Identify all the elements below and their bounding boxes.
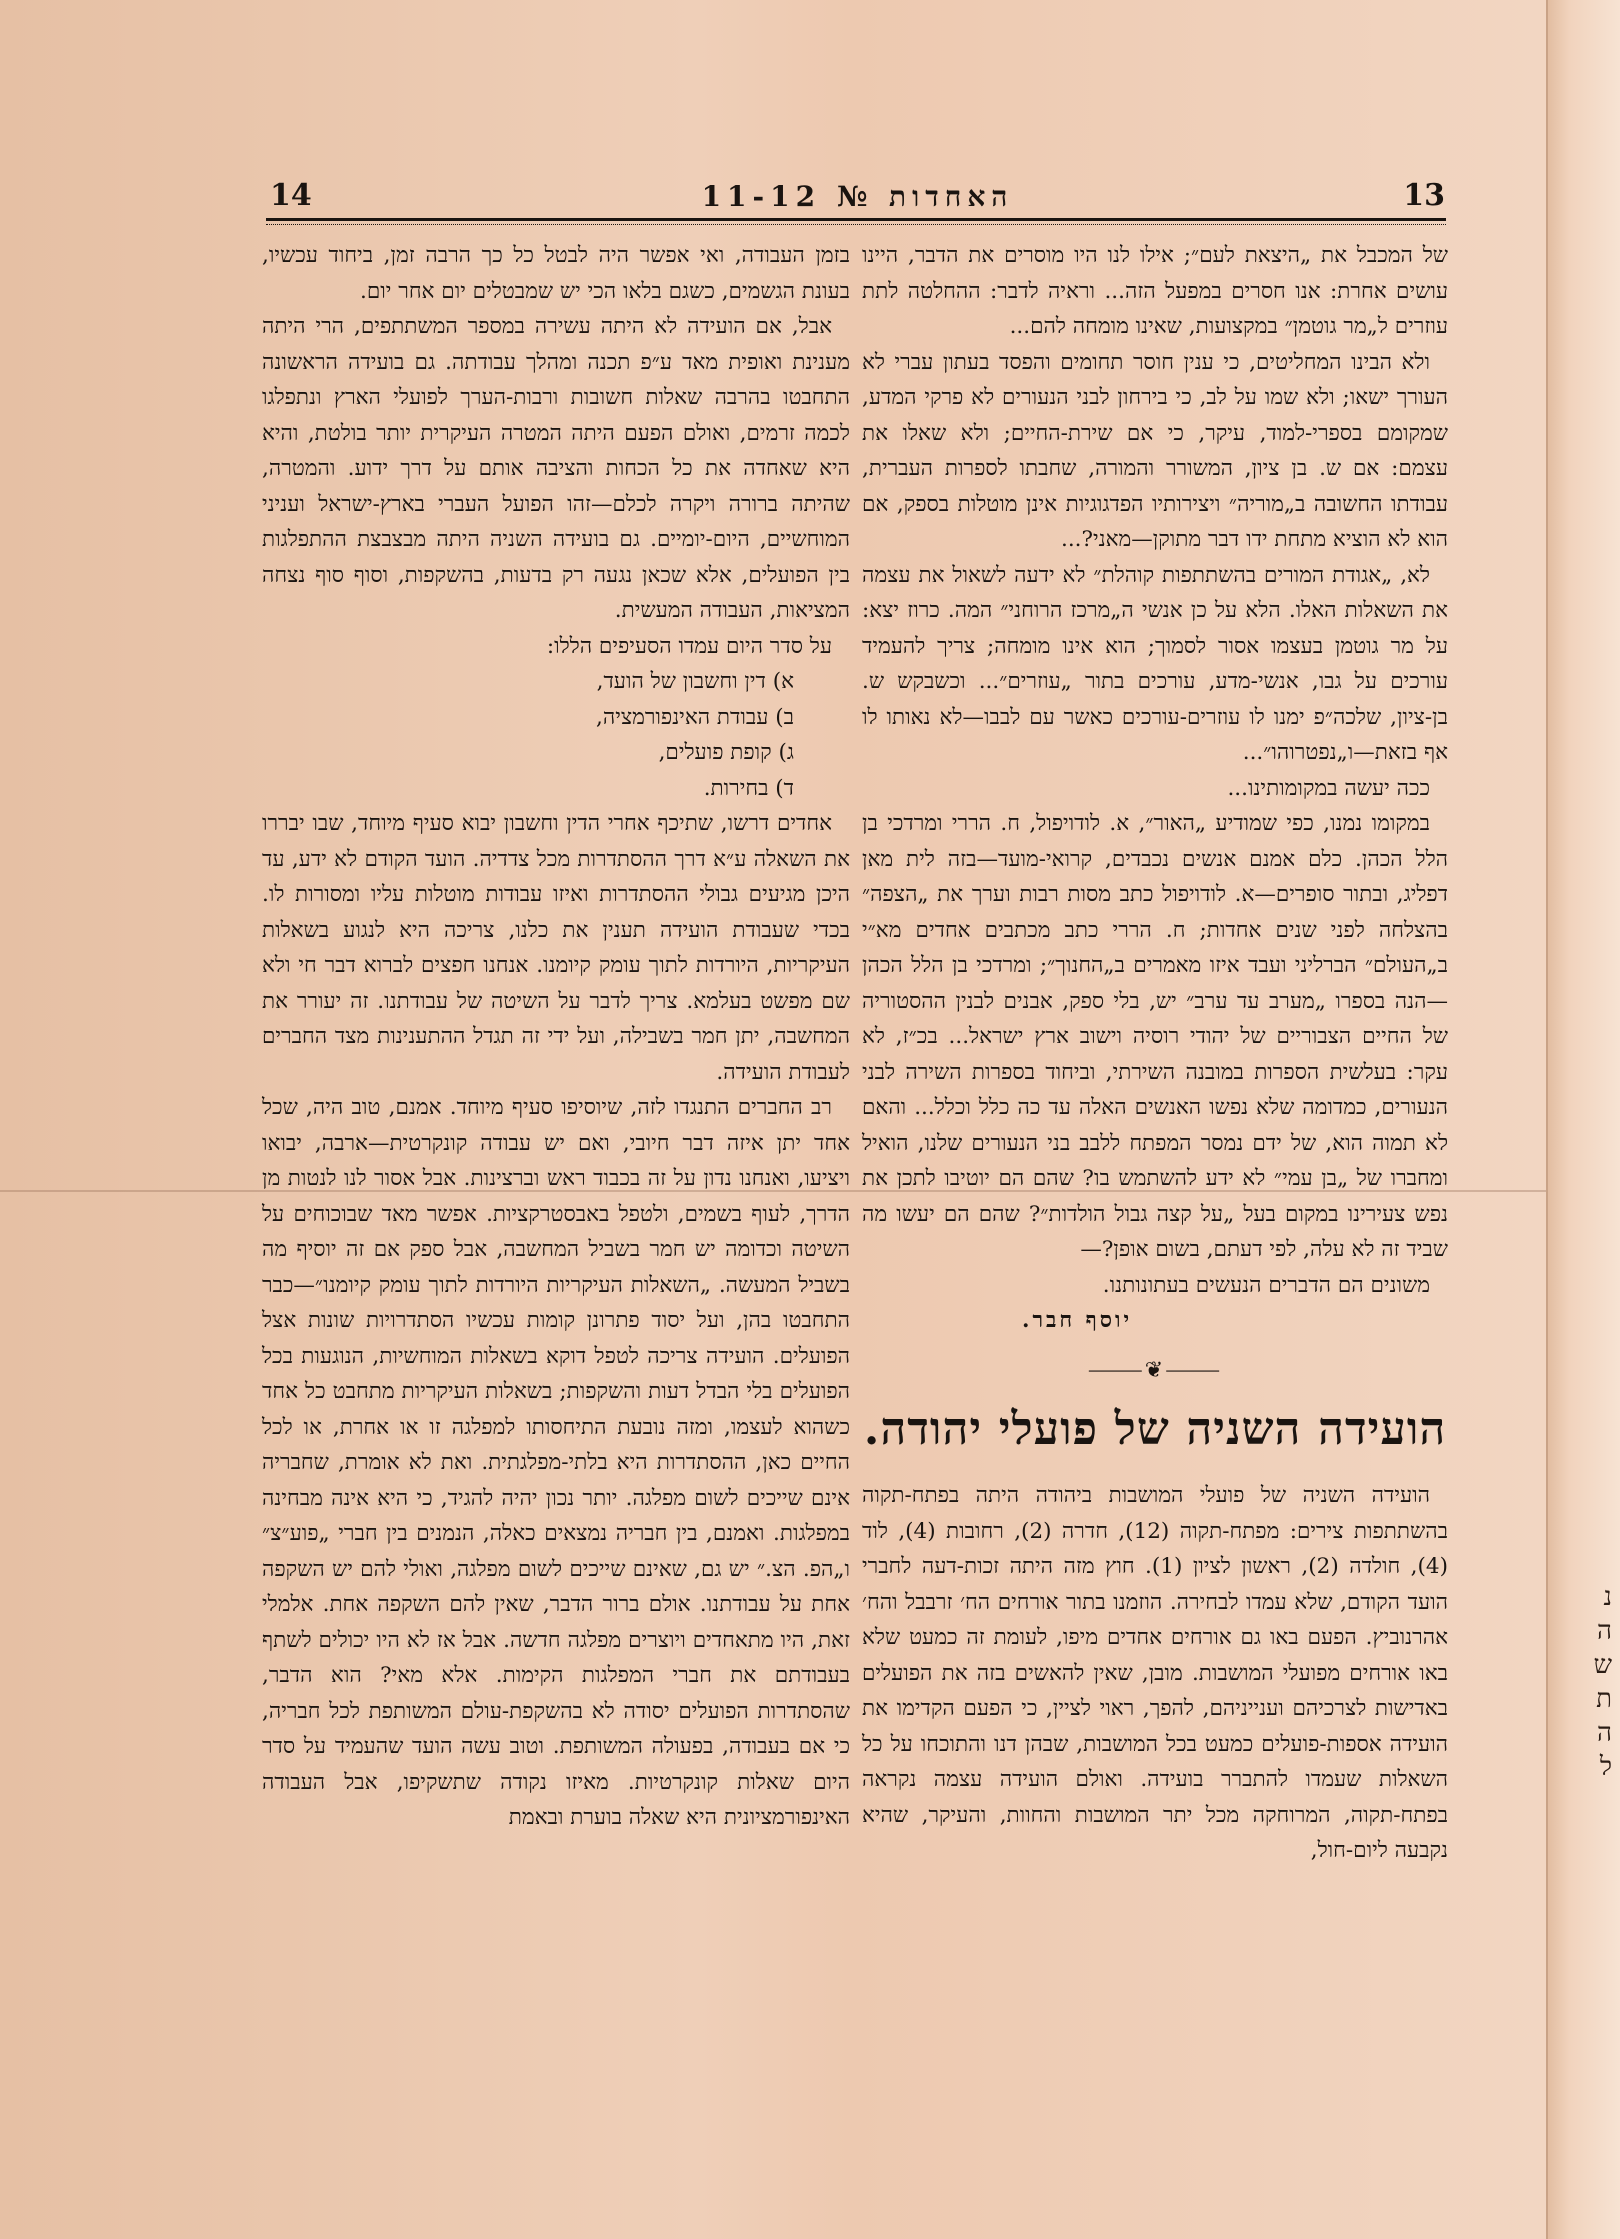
agenda-item: א) דין וחשבון של הועד, xyxy=(596,669,794,694)
paragraph: ככה יעשה במקומותינו... xyxy=(1227,775,1430,801)
paragraph: הועידה השניה של פועלי המושבות ביהודה היתה בפתח-תקוה בהשתתפות צירים: מפתח-תקוה (12), חדרה (2), רחובות (4), לוד (4), חולדה (2), ראשון לציון (1). חוץ מזה היתה זכות-דעה לחברי הועד הקודם, שלא עמדו לבחירה. הוזמנו בתור אורחים הח׳ זרבבל והח׳ אהרנוביץ. הפעם באו גם אורחים אחדים מיפו, לעומת זה כמעט שלא באו אורחים מפועלי המושבות. מובן, שאין להאשים בזה את הפועלים באדישות לצרכיהם וענייניהם, להפך, ראוי לציין, כי הפעם הקדימו את הועידה אספות-פועלים כמעט בכל המושבות, שבהן דנו והתוכחו על כל השאלות שעמדו להתברר בועידה. ואולם הועידה עצמה נקראה בפתח-תקוה, המרוחקה מכל יתר המושבות והחוות, והעיקר, שהיא נקבעה ליום-חול, xyxy=(862,1483,1448,1863)
page-header xyxy=(270,178,1445,218)
agenda-item: ג) קופת פועלים, xyxy=(658,740,794,765)
article-title: הועידה השניה של פועלי יהודה. xyxy=(863,1402,1447,1455)
edge-glyph: ה xyxy=(1597,1616,1612,1646)
edge-glyph: ש xyxy=(1593,1650,1612,1680)
column-left xyxy=(262,238,850,1836)
page-number-left: 14 xyxy=(270,178,312,213)
paragraph: במקומו נמנו, כפי שמודיע „האור״, א. לודויפול, ח. הררי ומרדכי בן הלל הכהן. כלם אמנם אנשים נכבדים, קרואי-מועד—בזה לית מאן דפליג, ובתור סופרים—א. לודויפול כתב מסות רבות וערך את „הצפה״ בהצלחה לפני שנים אחדות; ח. הררי כתב מכתבים אחדים מא״י ב„העולם״ הברליני ועבד איזו מאמרים ב„החנוך״; ומרדכי בן הלל הכהן—הנה בספרו „מערב עד ערב״ יש, בלי ספק, אבנים לבנין ההסטוריה של החיים הצבוריים של יהודי רוסיה וישוב ארץ ישראל... בכ״ז, לא עקר: בעלשית הספרות במובנה השירתי, וביחוד בספרות השירה לבני הנעורים, כמדומה שלא נפשו האנשים האלה עד כה כלל וכלל... והאם לא תמוה הוא, של ידם נמסר המפתח ללבב בני הנעורים שלנו, הואיל ומחברו של „בן עמי״ לא ידע להשתמש בו? שהם הם יוטיבו לתכן את נפש צעירינו במקום בעל „על קצה גבול הולדות״? שהם הם יעשו מה שביד זה לא עלה, לפי דעתם, בשום אופן?— xyxy=(862,811,1448,1262)
edge-glyph: נ xyxy=(1603,1582,1612,1612)
header-rule-dotted xyxy=(266,224,1446,225)
agenda-item: ב) עבודת האינפורמציה, xyxy=(596,704,794,730)
section-ornament: ⸻❦⸻ xyxy=(1087,1357,1223,1383)
page-number-right: 13 xyxy=(1403,178,1445,213)
next-page-edge xyxy=(1546,0,1620,2239)
edge-text xyxy=(1572,1580,1612,1784)
agenda-item: ד) בחירות. xyxy=(703,775,794,801)
paragraph: על סדר היום עמדו הסעיפים הללו: xyxy=(546,633,832,659)
paragraph: אחדים דרשו, שתיכף אחרי הדין וחשבון יבוא סעיף מיוחד, שבו יבררו את השאלה ע״א דרך ההסתדרות מכל צדדיה. הועד הקודם לא ידע, עד היכן מגיעים גבולי ההסתדרות ואיזו עבודות מוטלות עליו ומסורות לו. בכדי שעבודת הועידה תענין את כלנו, צריכה היא לנגוע בשאלות העיקריות, היורדות לתוך עומק קיומנו. אנחנו חפצים לברוא דבר חי ולא שם מפשט בעלמא. צריך לדבר על השיטה של עבודתנו. זה יעורר את המחשבה, יתן חמר בשבילה, ועל ידי זה תגדל ההתענינות מצד החברים לעבודת הועידה. xyxy=(262,811,850,1085)
edge-glyph: ה xyxy=(1597,1718,1612,1748)
edge-glyph: ת xyxy=(1596,1684,1612,1714)
paragraph: אבל, אם הועידה לא היתה עשירה במספר המשתתפים, הרי היתה מענינת ואופית מאד ע״פ תכנה ומהלך עבודתה. גם בועידה הראשונה התחבטו בהרבה שאלות חשובות ורבות-הערך לפועלי הארץ ונתפלגו לכמה זרמים, ואולם הפעם היתה המטרה העיקרית יותר בולטת, והיא היא שאחדה את כל הכחות והציבה אותם על דרך ידוע. והמטרה, שהיתה ברורה ויקרה לכלם—זהו הפועל העברי בארץ-ישראל ועניני המוחשיים, היום-יומיים. גם בועידה השניה היתה מבצבצת ההתפלגות בין הפועלים, אלא שכאן נגעה רק בדעות, בהשקפות, וסוף סוף נצחה המציאות, העבודה המעשית. xyxy=(262,314,850,623)
column-right xyxy=(862,238,1448,1869)
agenda-list xyxy=(262,664,850,806)
running-title: האחדות № 11-12 xyxy=(701,180,1014,213)
edge-glyph: ל xyxy=(1599,1752,1612,1782)
paragraph: של המכבל את „היצאת לעם״; אילו לנו היו מוסרים את הדבר, היינו עושים אחרת: אנו חסרים במפעל הזה... וראיה לדבר: ההחלטה לתת עוזרים ל„מר גוטמן״ במקצועות, שאינו מומחה להם... xyxy=(862,243,1448,339)
paragraph: רב החברים התנגדו לזה, שיוסיפו סעיף מיוחד. אמנם, טוב היה, שכל אחד יתן איזה דבר חיובי, ואם יש עבודה קונקרטית—ארבה, יבואו ויציעו, ואנחנו נדון על זה בכבוד ראש וברצינות. אבל אסור לנו לנטות מן הדרך, לעוף בשמים, ולטפל באבסטרקציות. אפשר מאד שבוכוחים על השיטה וכדומה יש חמר בשביל המחשבה, אבל ספק אם זה יוסיף מה בשביל המעשה. „השאלות העיקריות היורדות לתוך עומק קיומנו״—כבר התחבטו בהן, ועל יסוד פתרונן קומות עכשיו הסתדרויות שונות אצל הפועלים. הועידה צריכה לטפל דוקא בשאלות המוחשיות, הנוגעות בכל הפועלים בלי הבדל דעות והשקפות; בשאלות העיקריות מתחבט כל אחד כשהוא לעצמו, ומזה נובעת התיחסותו למפלגה זו או אחרת, או לכל החיים כאן, ההסתדרות היא בלתי-מפלגתית. ואת לא אומרת, שחבריה אינם שייכים לשום מפלגה. יותר נכון יהיה להגיד, כי היא אינה מבחינה במפלגות. ואמנם, בין חבריה נמצאים כאלה, הנמנים בין חברי „פוע״צ״ ו„הפ. הצ.״ יש גם, שאינם שייכים לשום מפלגה, ואולי להם יש השקפה אחת על עבודתנו. אולם ברור הדבר, שאין להם השקפה אחת. אלמלי זאת, היו מתאחדים ויוצרים מפלגה חדשה. אבל אז לא היו יכולים לשתף בעבודתם את חברי המפלגות הקימות. אלא מאי? הוא הדבר, שהסתדרות הפועלים יסודה לא בהשקפת-עולם המשותפת לכל חבריה, כי אם בעבודה, בפעולה המשותפת. וטוב עשה הועד שהעמיד על סדר היום שאלות קונקרטיות. מאיזו נקודה שתשקיפו, אבל העבודה האינפורמציונית היא שאלה בוערת ובאמת xyxy=(262,1095,850,1830)
author-signature: יוסף חבר. xyxy=(1022,1308,1133,1333)
paragraph: לא, „אגודת המורים בהשתתפות קוהלת״ לא ידעה לשאול את עצמה את השאלות האלו. הלא על כן אנשי ה„מרכז הרוחני״ המה. כרוז יצא: על מר גוטמן בעצמו אסור לסמוך; הוא אינו מומחה; צריך להעמיד עורכים על גבו, אנשי-מדע, עורכים בתור „עוזרים״... וכשבקש ש. בן-ציון, שלכה״פ ימנו לו עוזרים-עורכים כאשר עם לבבו—לא נאותו לו אף בזאת—ו„נפטרוהו״... xyxy=(862,562,1448,765)
paragraph: משונים הם הדברים הנעשים בעתונותנו. xyxy=(1102,1272,1430,1298)
paragraph: ולא הבינו המחליטים, כי ענין חוסר תחומים והפסד בעתון עברי לא העורך ישאו; ולא שמו על לב, כי בירחון לבני הנעורים לא פרקי המדע, שמקומם בספרי-למוד, עיקר, כי אם שירת-החיים; ולא שאלו את עצמם: אם ש. בן ציון, המשורר והמורה, שחבתו לספרות העברית, עבודתו החשובה ב„מוריה״ ויצירותיו הפדגוגיות אינן מוטלות בספק, אם הוא לא הוציא מתחת ידו דבר מתוקן—מאני?... xyxy=(862,349,1448,552)
paragraph: בזמן העבודה, ואי אפשר היה לבטל כל כך הרבה זמן, ביחוד עכשיו, בעונת הגשמים, כשגם בלאו הכי יש שמבטלים יום אחר יום. xyxy=(262,243,850,304)
header-rule xyxy=(266,218,1446,221)
